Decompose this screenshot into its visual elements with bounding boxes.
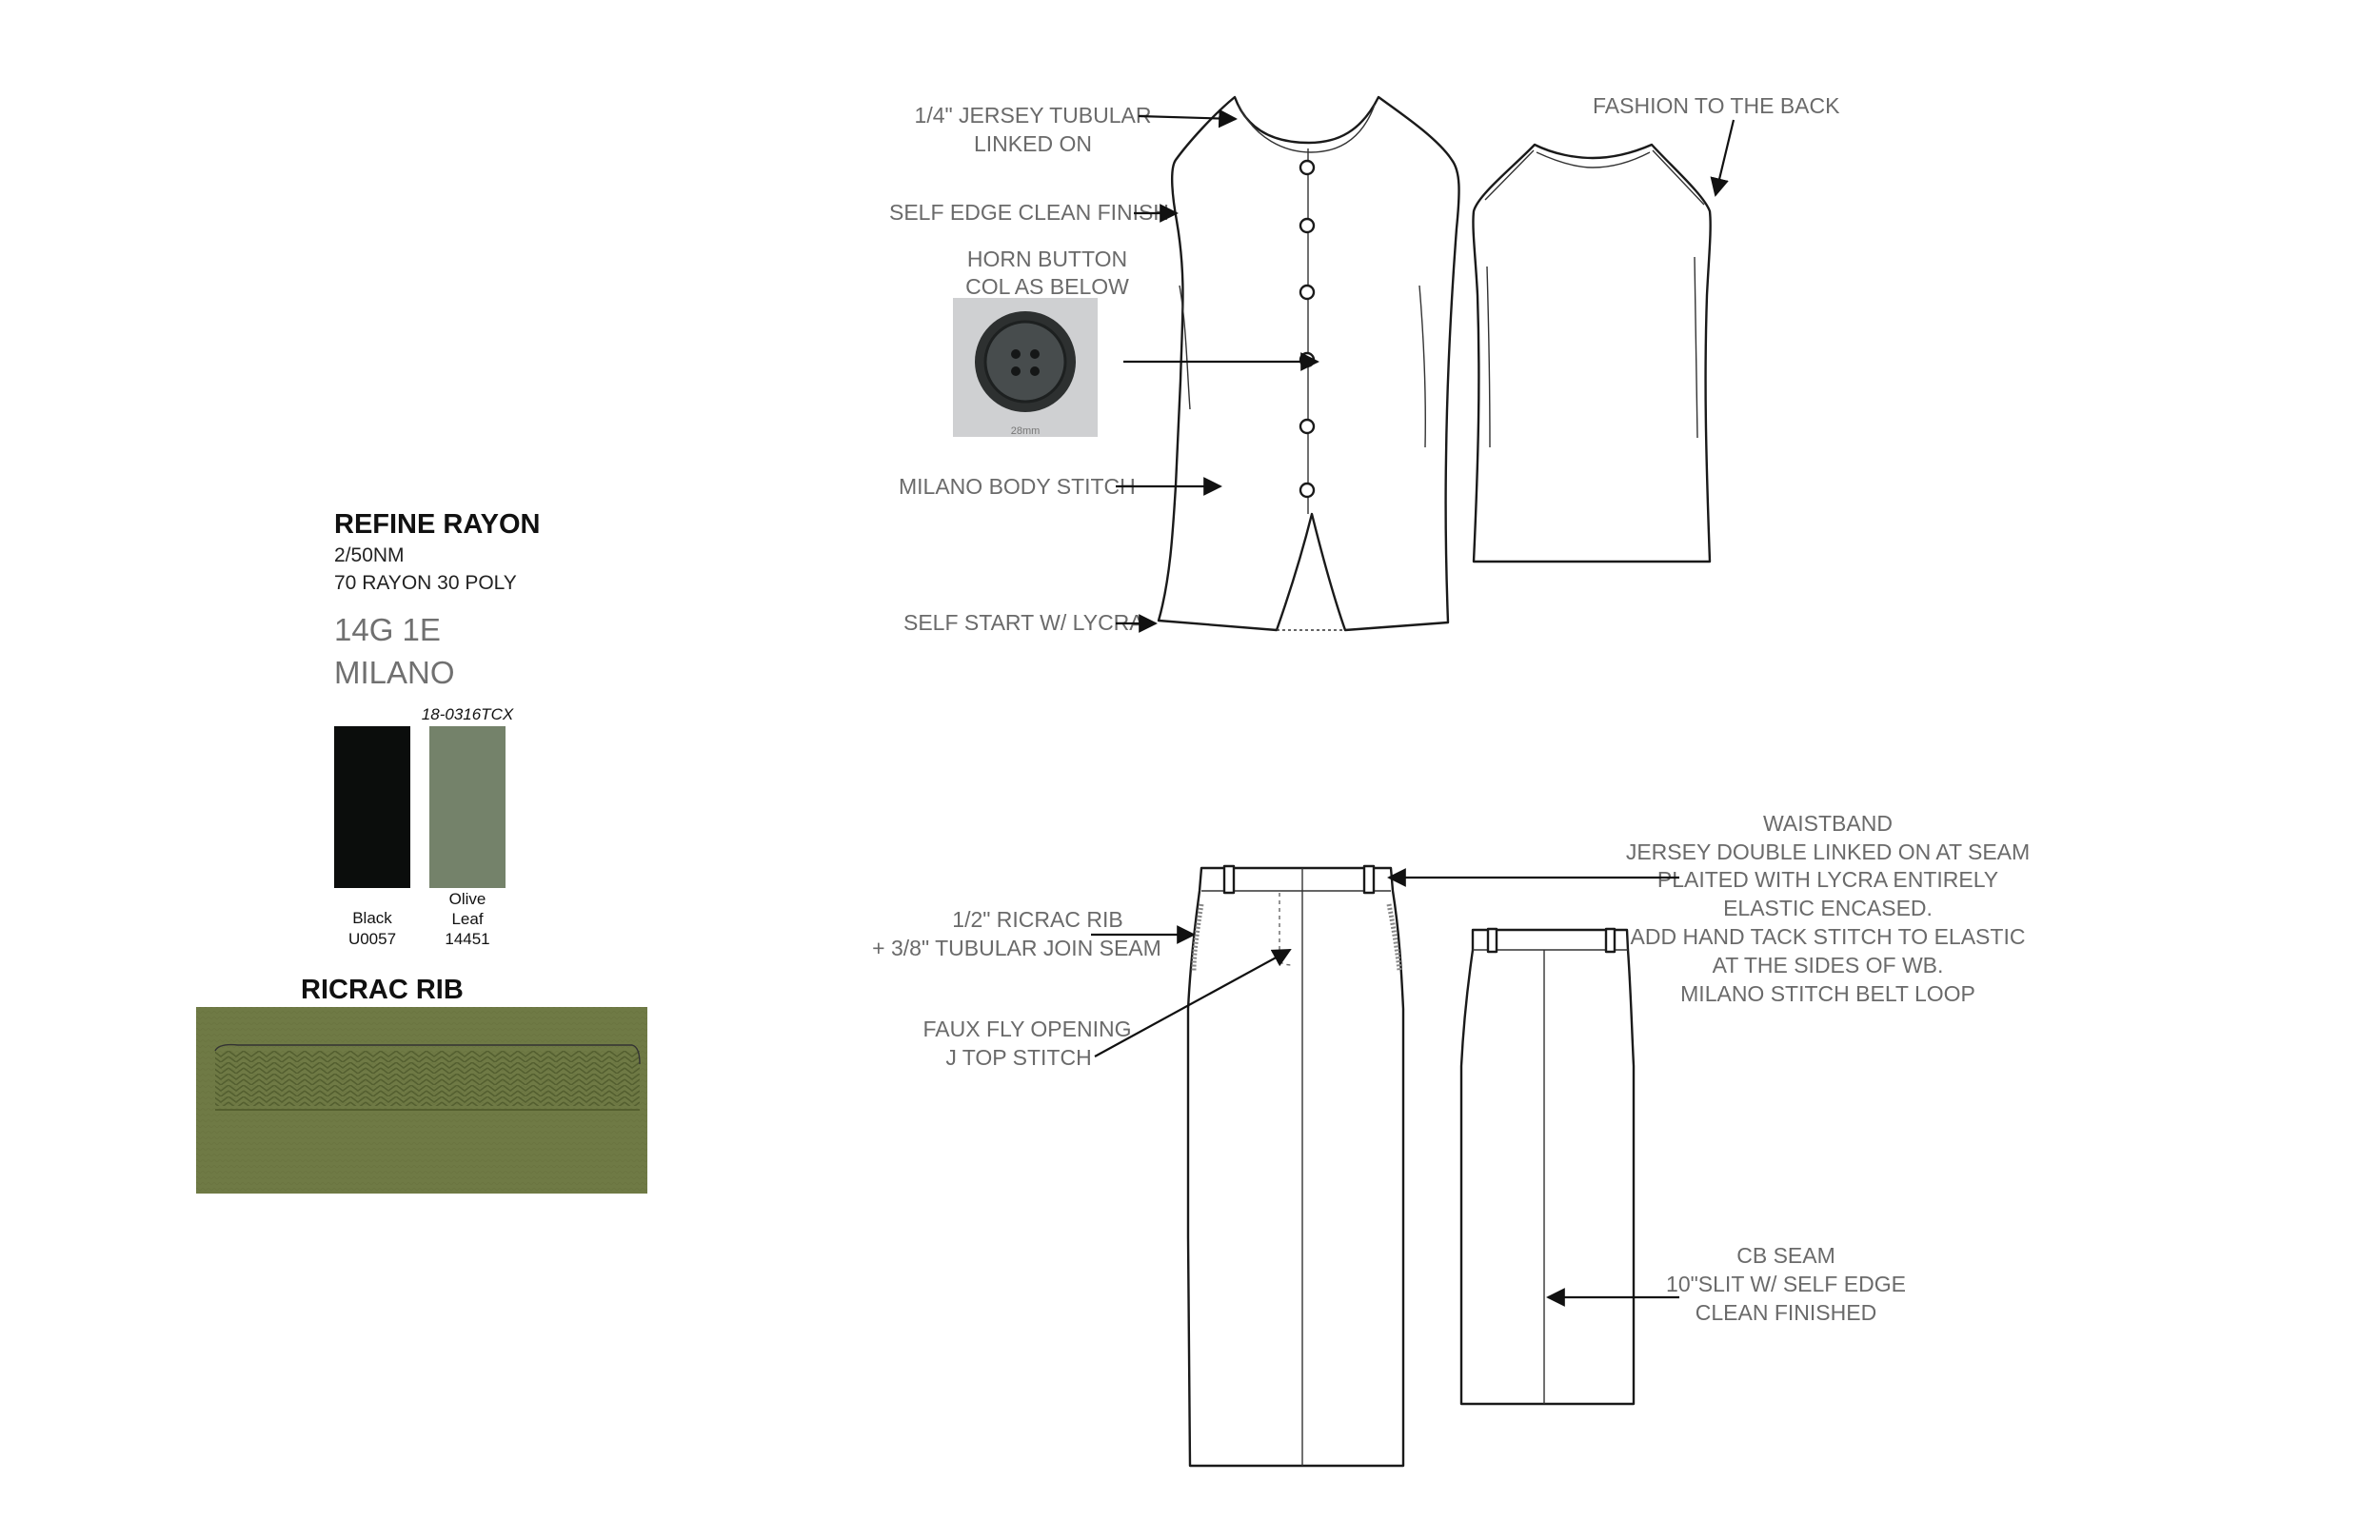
belt-loop-right [1364,866,1374,893]
color-swatch-olive-leaf [429,726,506,888]
waistband-line-2: JERSEY DOUBLE LINKED ON AT SEAM [1625,839,2031,864]
button-face [985,322,1065,402]
waistband-line-6: AT THE SIDES OF WB. [1712,953,1944,977]
callout-neck-line2: LINKED ON [974,131,1092,156]
skirt-back-sketch [1461,929,1634,1404]
callout-edge: SELF EDGE CLEAN FINISH [889,200,1169,225]
cardigan-back-body [1473,145,1710,562]
ricrac-rib-title: RICRAC RIB [301,975,464,1005]
skirt-front-body [1188,868,1403,1466]
callout-ricrac-line2: + 3/8" TUBULAR JOIN SEAM [872,936,1161,960]
pantone-code: 18-0316TCX [421,705,514,723]
cb-seam-line-1: CB SEAM [1736,1243,1835,1268]
skirt-front-sketch [1188,866,1403,1466]
callout-cb-seam [1666,1243,1906,1325]
callout-button-line2: COL AS BELOW [965,274,1129,299]
callout-ricrac-line1: 1/2" RICRAC RIB [952,907,1123,932]
callout-waistband [1626,811,2030,1006]
button-5 [1300,420,1314,433]
button-6 [1300,484,1314,497]
callout-button-line1: HORN BUTTON [966,247,1128,271]
stitch-type: MILANO [334,655,455,690]
button-hole-1 [1011,349,1021,359]
skirt-callouts [872,811,2030,1325]
waistband-line-1: WAISTBAND [1763,811,1893,836]
colorway-cards [334,705,514,948]
button-3 [1300,286,1314,299]
color-name-olive: Olive [448,890,486,908]
button-4 [1300,353,1314,366]
color-name-leaf: Leaf [451,910,484,928]
color-code-olive-leaf: 14451 [445,930,490,948]
callout-neck-line1: 1/4" JERSEY TUBULAR [914,103,1152,128]
cardigan-back-sketch [1473,145,1710,562]
callout-body: MILANO BODY STITCH [899,474,1136,499]
button-hole-4 [1030,366,1040,376]
cb-seam-line-2: 10"SLIT W/ SELF EDGE [1666,1272,1906,1296]
callout-fly-line1: FAUX FLY OPENING [922,1017,1132,1041]
button-hole-2 [1030,349,1040,359]
machine-gauge: 14G 1E [334,612,441,647]
waistband-line-4: ELASTIC ENCASED. [1723,896,1933,920]
yarn-count: 2/50NM [334,544,405,566]
ricrac-rib-swatch [196,975,647,1194]
color-code-black: U0057 [347,930,397,948]
color-swatch-black [334,726,410,888]
button-1 [1300,161,1314,174]
herringbone-rib [215,1051,640,1106]
arrow-back [1716,120,1734,195]
waistband-line-5: ADD HAND TACK STITCH TO ELASTIC [1630,924,2026,949]
callout-hem: SELF START W/ LYCRA [903,610,1144,635]
yarn-name: REFINE RAYON [334,509,541,540]
button-hole-3 [1011,366,1021,376]
horn-button-photo [953,298,1098,437]
waistband-line-7: MILANO STITCH BELT LOOP [1680,981,1975,1006]
button-2 [1300,219,1314,232]
skirt-back-body [1461,930,1634,1404]
waistband-line-3: PLAITED WITH LYCRA ENTIRELY [1656,867,1999,892]
cardigan-front-sketch [1159,97,1459,630]
belt-loop-left [1224,866,1234,893]
yarn-composition: 70 RAYON 30 POLY [334,572,517,594]
yarn-info [334,509,540,690]
color-name-black: Black [352,909,392,927]
back-belt-loop-left [1488,929,1497,952]
button-size-text: 28mm [1010,425,1041,437]
callout-fly-line2: J TOP STITCH [945,1045,1092,1070]
back-belt-loop-right [1606,929,1615,952]
cb-seam-line-3: CLEAN FINISHED [1695,1300,1877,1325]
callout-back: FASHION TO THE BACK [1593,93,1840,118]
